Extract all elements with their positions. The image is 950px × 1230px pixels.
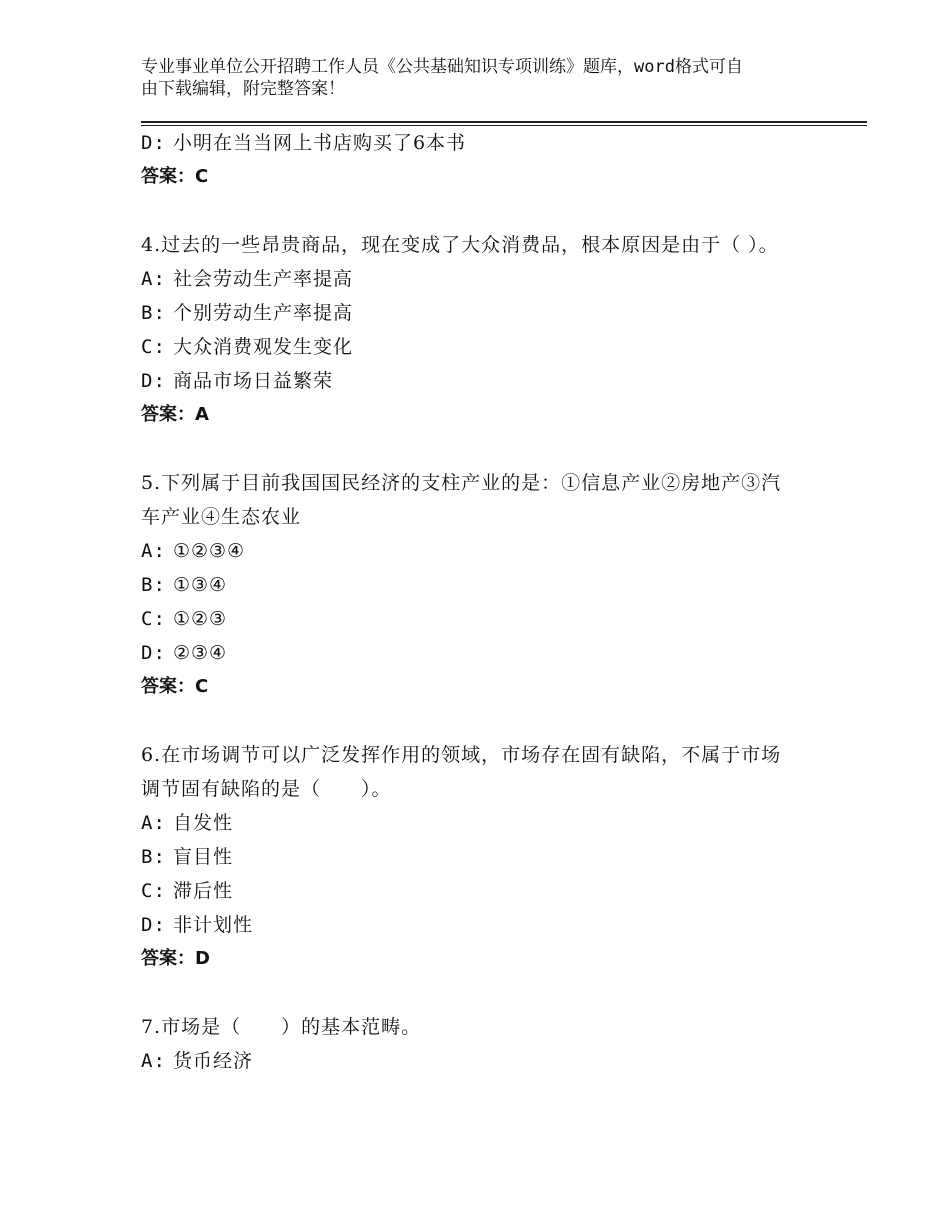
option-label: C: xyxy=(141,336,166,358)
option-d xyxy=(141,908,821,942)
document-header xyxy=(141,56,821,100)
answer-line: 答案：A xyxy=(141,404,209,425)
option-label: D: xyxy=(141,132,166,154)
header-line-2: 由下载编辑，附完整答案！ xyxy=(141,79,345,99)
question-block-4 xyxy=(141,228,821,432)
option-text: 自发性 xyxy=(172,812,233,834)
option-label: A: xyxy=(141,268,166,290)
option-text: 社会劳动生产率提高 xyxy=(172,268,353,290)
option-label: C: xyxy=(141,880,166,902)
option-text: 滞后性 xyxy=(172,880,233,902)
option-text: 个别劳动生产率提高 xyxy=(172,302,353,324)
option-text: ②③④ xyxy=(172,642,228,664)
option-text: 商品市场日益繁荣 xyxy=(172,370,333,392)
option-a xyxy=(141,262,821,296)
option-a xyxy=(141,806,821,840)
option-label: D: xyxy=(141,642,166,664)
option-a xyxy=(141,1044,821,1078)
option-a xyxy=(141,534,821,568)
option-label: B: xyxy=(141,574,166,596)
question-block-7 xyxy=(141,1010,821,1078)
option-d xyxy=(141,126,821,160)
question-block-5 xyxy=(141,466,821,704)
option-b xyxy=(141,840,821,874)
option-d xyxy=(141,636,821,670)
option-text: ①③④ xyxy=(172,574,228,596)
option-label: A: xyxy=(141,812,166,834)
option-label: B: xyxy=(141,846,166,868)
question-text: 6.在市场调节可以广泛发挥作用的领域，市场存在固有缺陷，不属于市场调节固有缺陷的是（ ）。 xyxy=(141,744,782,800)
question-text: 4.过去的一些昂贵商品，现在变成了大众消费品，根本原因是由于（ ）。 xyxy=(141,234,779,256)
question-list xyxy=(141,126,821,1078)
answer-line: 答案：C xyxy=(141,166,209,187)
option-label: A: xyxy=(141,1050,166,1072)
question-text: 5.下列属于目前我国国民经济的支柱产业的是：①信息产业②房地产③汽车产业④生态农业 xyxy=(141,472,782,528)
option-text: 小明在当当网上书店购买了6本书 xyxy=(172,132,467,154)
option-label: D: xyxy=(141,914,166,936)
header-line-1: 专业事业单位公开招聘工作人员《公共基础知识专项训练》题库，word格式可自 xyxy=(141,57,743,77)
option-text: 非计划性 xyxy=(172,914,253,936)
option-label: B: xyxy=(141,302,166,324)
option-text: 大众消费观发生变化 xyxy=(172,336,353,358)
answer-line: 答案：D xyxy=(141,948,210,969)
option-label: D: xyxy=(141,370,166,392)
option-text: 盲目性 xyxy=(172,846,233,868)
header-rule-thick xyxy=(141,121,867,123)
option-text: ①②③④ xyxy=(172,540,246,562)
option-text: ①②③ xyxy=(172,608,228,630)
option-b xyxy=(141,296,821,330)
option-b xyxy=(141,568,821,602)
option-text: 货币经济 xyxy=(172,1050,253,1072)
option-d xyxy=(141,364,821,398)
option-c xyxy=(141,602,821,636)
question-block-3 xyxy=(141,126,821,194)
option-label: C: xyxy=(141,608,166,630)
option-c xyxy=(141,874,821,908)
question-block-6 xyxy=(141,738,821,976)
question-text: 7.市场是（ ）的基本范畴。 xyxy=(141,1016,422,1038)
option-c xyxy=(141,330,821,364)
option-label: A: xyxy=(141,540,166,562)
answer-line: 答案：C xyxy=(141,676,209,697)
